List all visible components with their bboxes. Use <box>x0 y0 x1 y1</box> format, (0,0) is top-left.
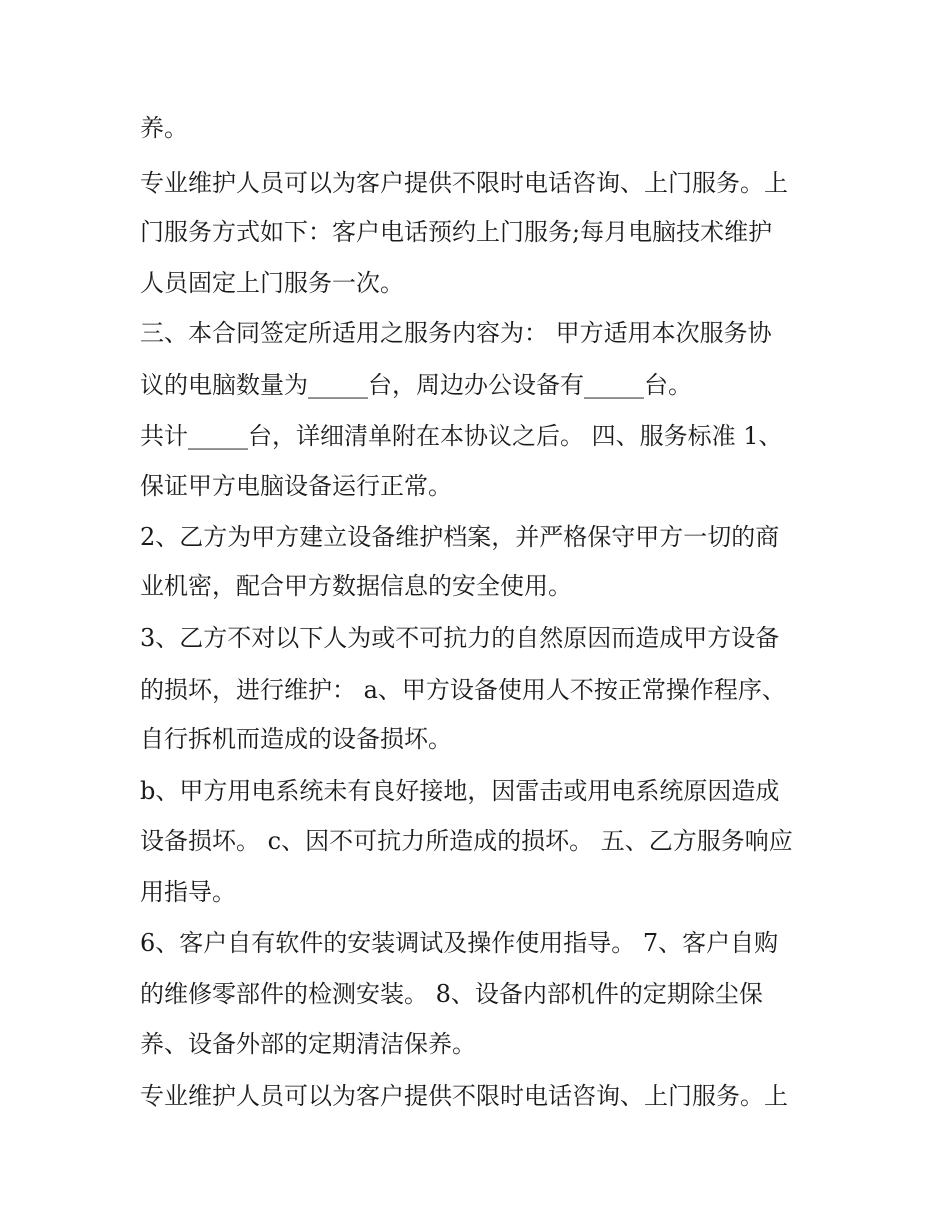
text-line: 6、客户自有软件的安装调试及操作使用指导。 7、客户自购 <box>140 929 779 957</box>
text-line: 保证甲方电脑设备运行正常。 <box>140 472 452 500</box>
text-line: 的损坏，进行维护： a、甲方设备使用人不按正常操作程序、 <box>140 676 786 704</box>
text-line: 的维修零部件的检测安装。 8、设备内部机件的定期除尘保 <box>140 980 763 1008</box>
text-line: 共计_____台，详细清单附在本协议之后。 四、服务标准 1、 <box>140 422 783 450</box>
text-line: 专业维护人员可以为客户提供不限时电话咨询、上门服务。上 <box>140 169 788 197</box>
text-line: 自行拆机而造成的设备损坏。 <box>140 725 452 753</box>
text-line: 设备损坏。 c、因不可抗力所造成的损坏。 五、乙方服务响应 <box>140 827 793 855</box>
text-line: 养。 <box>140 114 188 142</box>
text-line: 专业维护人员可以为客户提供不限时电话咨询、上门服务。上 <box>140 1082 788 1110</box>
text-line: b、甲方用电系统未有良好接地，因雷击或用电系统原因造成 <box>140 777 780 805</box>
text-line: 用指导。 <box>140 878 236 906</box>
text-line: 三、本合同签定所适用之服务内容为： 甲方适用本次服务协 <box>140 319 772 347</box>
text-line: 2、乙方为甲方建立设备维护档案，并严格保守甲方一切的商 <box>140 523 780 551</box>
text-line: 养、设备外部的定期清洁保养。 <box>140 1030 476 1058</box>
text-line: 3、乙方不对以下人为或不可抗力的自然原因而造成甲方设备 <box>140 624 780 652</box>
text-line: 业机密，配合甲方数据信息的安全使用。 <box>140 572 572 600</box>
text-line: 人员固定上门服务一次。 <box>140 269 404 297</box>
text-line: 议的电脑数量为_____台，周边办公设备有_____台。 <box>140 371 692 399</box>
text-line: 门服务方式如下：客户电话预约上门服务;每月电脑技术维护 <box>140 218 773 246</box>
